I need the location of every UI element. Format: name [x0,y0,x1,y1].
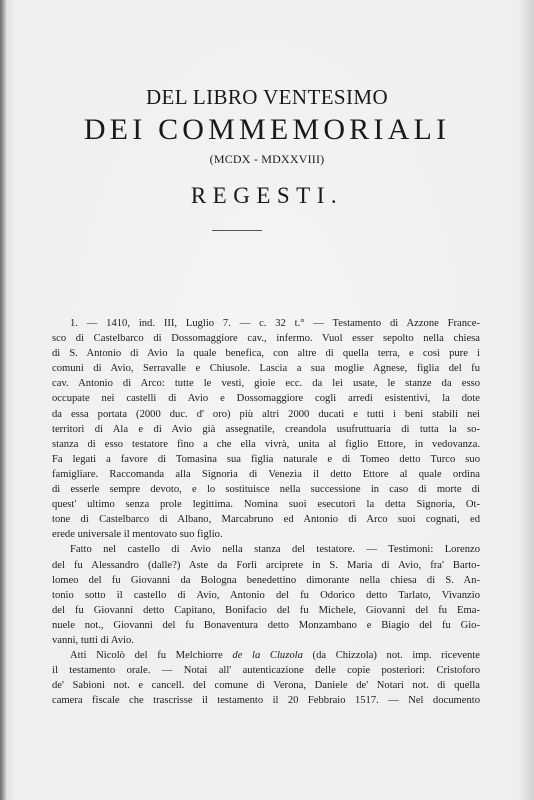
text-line: famigliare. Raccomanda alla Signoria di Venezia il detto Ettore al quale ordina [52,468,480,480]
text-line: vanni, tutti di Avio. [52,634,134,646]
text-line: territori di Ala e di Avio già assegnatile, creandola usufruttuaria di tutta la so- [52,423,480,435]
text-line: Atti Nicolò del fu Melchiorre de la Cluzola (da Chizzola) not. imp. ricevente [70,650,480,662]
text-line: occupate nei castelli di Avio e Dossomaggiore cogli arredi esistentivi, la dote [52,393,480,405]
text-line: quest' ultimo senza prole legittima. Nomina suoi esecutori la detta Signoria, Ot- [52,499,480,511]
text-line: Fa legati a favore di Tomasina sua figlia naturale e di Tomeo detto Turco suo [52,453,480,465]
text-line: stanza di esso testatore fino a che ella vivrà, unita al figlio Ettore, in vedovanza. [52,438,480,450]
text-line: comuni di Avio, Serravalle e Chiusole. Lascia a sua moglie Agnese, figlia del fu [52,363,480,375]
paragraph-witnesses [52,542,480,648]
text-line: Fatto nel castello di Avio nella stanza del testatore. — Testimoni: Lorenzo [70,544,480,556]
paragraph-testament [52,316,480,542]
text-line: tone di Castelbarco di Albano, Marcabruno ed Antonio di Arco suoi cognati, ed [52,514,480,526]
text-line: di S. Antonio di Avio la quale benefica, con altre di quella terra, e così pure i [52,348,480,360]
heading-date-range: (MCDX - MDXXVIII) [209,152,325,166]
text-line: cav. Antonio di Arco: tutte le vesti, gioie ecc. da lei usate, le stanze da esso [52,378,480,390]
text-line: da essa portata (2000 duc. d' oro) più altri 2000 ducati e tutti i beni stabili nei [52,408,480,420]
text-line: camera fiscale che trascrisse il testamento il 20 Febbraio 1517. — Nel documento [52,695,480,707]
heading-regesti: REGESTI. [190,183,344,208]
text-line: sco di Castelbarco di Dossomaggiore cav., infermo. Vuol esser sepolto nella chiesa [52,333,480,345]
text-line: il testamento orale. — Notai all' autenticazione delle copie posteriori: Cristoforo [52,665,480,677]
text-line: tonio sotto il castello di Avio, Antonio del fu Odorico detto Tarlato, Vivanzio [52,589,480,601]
document-body [52,316,480,708]
section-divider [212,230,262,231]
text-line: del fu Alessandro (dalle?) Aste da Forlì arciprete in S. Maria di Avio, fra' Barto- [52,559,480,571]
text-line: del fu Giovanni detto Capitano, Bonifacio del fu Michele, Giovanni del fu Ema- [52,604,480,616]
heading-book-title: DEL LIBRO VENTESIMO [145,85,389,109]
text-line: di esserle sempre devoto, e lo sostituisce nella successione in caso di morte di [52,484,480,496]
paragraph-notaries [52,648,480,708]
text-line: erede universale il mentovato suo figlio. [52,529,223,541]
text-line: nuele not., Giovanni del fu Bonaventura detto Monzambano e Biagio del fu Gio- [52,619,480,631]
text-line: lomeo del fu Giovanni da Bologna benedettino dimorante nella chiesa di S. An- [52,574,480,586]
text-line: de' Sabioni not. e cancell. del comune di Verona, Daniele de' Notari not. di quella [52,680,480,692]
text-line: 1. — 1410, ind. III, Luglio 7. — c. 32 t.° — Testamento di Azzone France- [70,318,480,329]
italic-name: de la Cluzola [232,650,303,662]
heading-commemoriali: DEI COMMEMORIALI [83,113,451,146]
